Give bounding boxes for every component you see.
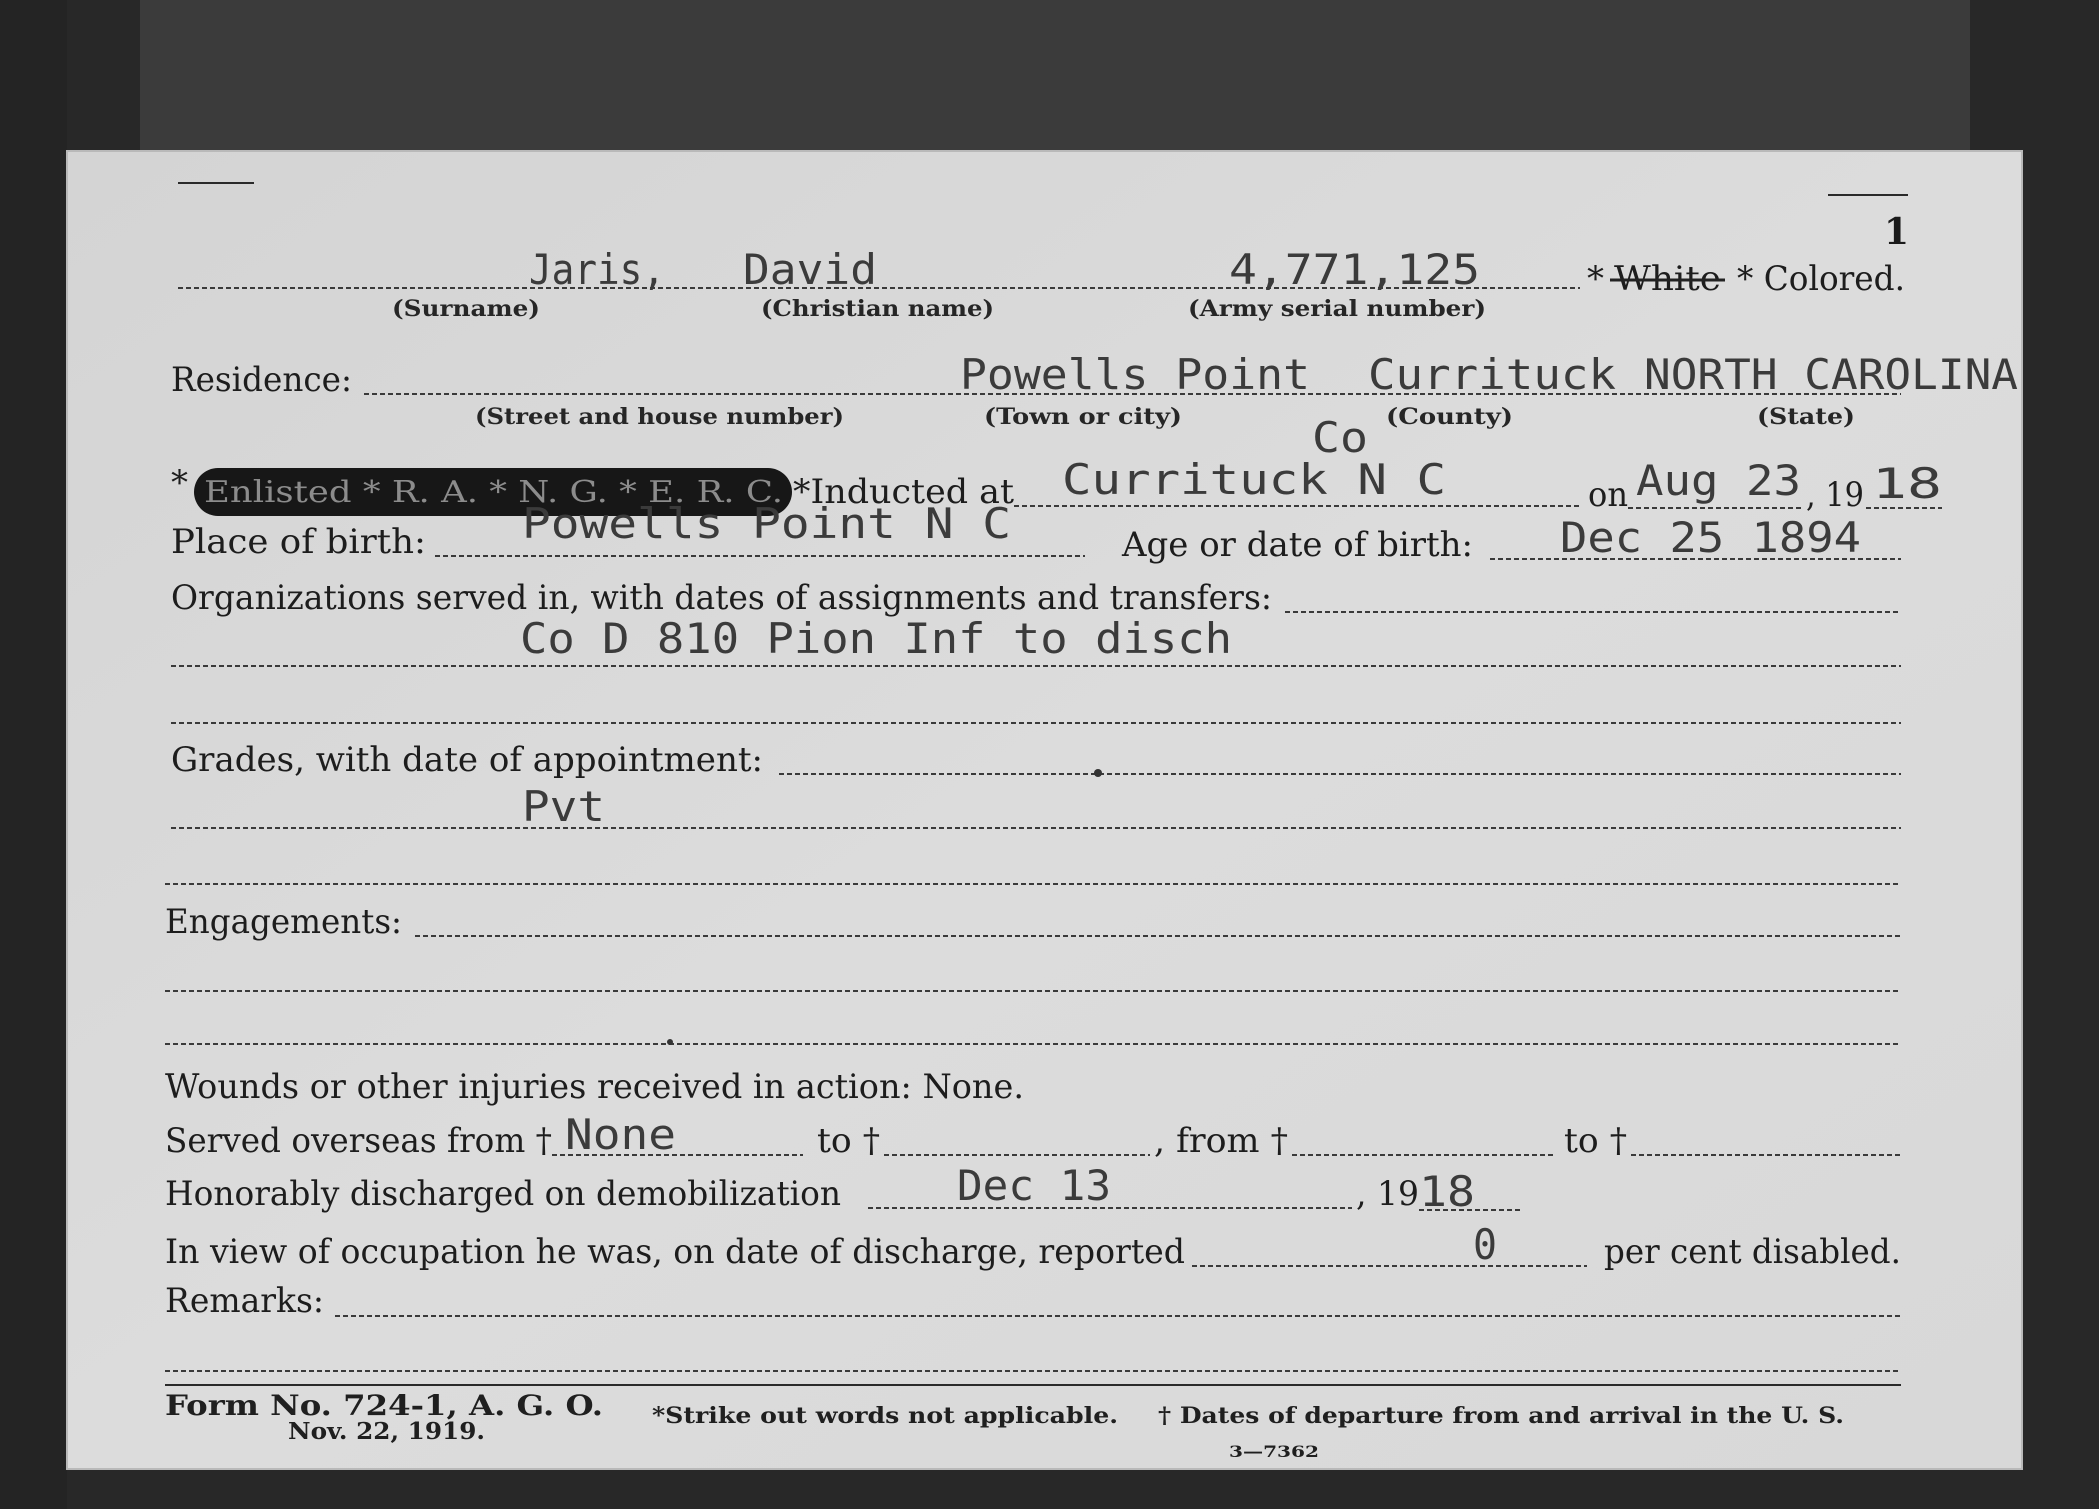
discharge-year-prefix: , 19: [1356, 1174, 1419, 1214]
residence-state-value: NORTH CAROLINA: [1644, 350, 2018, 399]
town-label: (Town or city): [984, 404, 1182, 430]
birth-place-label: Place of birth:: [171, 522, 426, 562]
race-colored-option: * Colored.: [1737, 259, 1905, 299]
race-white-option: White: [1614, 259, 1721, 299]
county-note-value: Co: [1312, 413, 1368, 462]
induction-marker: *: [171, 463, 188, 503]
disability-suffix: per cent disabled.: [1604, 1232, 1901, 1272]
surname-label: (Surname): [392, 296, 540, 322]
residence-town-value: Powells Point: [960, 350, 1310, 399]
asterisk-footnote: *Strike out words not applicable.: [652, 1403, 1118, 1429]
induction-place-value: Currituck N C: [1062, 455, 1446, 504]
grade-entry: Pvt: [522, 782, 605, 831]
print-code: 3—7362: [1229, 1442, 1319, 1461]
induction-date-value: Aug 23: [1636, 456, 1801, 505]
overseas-second-from-label: , from †: [1154, 1121, 1288, 1161]
scan-top-band: [140, 0, 1970, 150]
discharge-date-value: Dec 13: [957, 1161, 1111, 1210]
white-marker: *: [1587, 259, 1604, 299]
ink-dot: [1094, 769, 1102, 777]
wounds-statement: Wounds or other injuries received in action: None.: [165, 1067, 1024, 1107]
dagger-footnote: † Dates of departure from and arrival in the U. S.: [1158, 1403, 1844, 1429]
county-label: (County): [1386, 404, 1513, 430]
christian-name-label: (Christian name): [761, 296, 994, 322]
organization-entry: Co D 810 Pion Inf to disch: [520, 614, 1232, 663]
induction-year-value: 18: [1872, 459, 1942, 508]
birth-date-label: Age or date of birth:: [1121, 525, 1473, 565]
card-number: 1: [1884, 211, 1910, 253]
grades-label: Grades, with date of appointment:: [171, 740, 763, 780]
engagements-label: Engagements:: [165, 902, 402, 942]
overseas-from-label: Served overseas from †: [165, 1121, 552, 1161]
disability-percent-value: 0: [1473, 1220, 1497, 1269]
serial-number-value: 4,771,125: [1229, 245, 1480, 294]
state-label: (State): [1757, 404, 1855, 430]
street-label: (Street and house number): [475, 404, 844, 430]
discharge-label: Honorably discharged on demobilization: [165, 1174, 841, 1214]
residence-county-value: Currituck: [1368, 350, 1616, 399]
scan-left-band: [0, 0, 67, 1509]
surname-value: Jaris,: [529, 245, 665, 294]
form-date: Nov. 22, 1919.: [288, 1418, 485, 1445]
overseas-from-value: None: [565, 1110, 676, 1159]
discharge-year-value: 18: [1419, 1167, 1475, 1216]
organizations-label: Organizations served in, with dates of assignments and transfers:: [171, 578, 1272, 618]
form-number: Form No. 724-1, A. G. O.: [165, 1389, 603, 1422]
christian-name-value: David: [743, 245, 877, 294]
induction-year-prefix: , 19: [1806, 475, 1864, 515]
inducted-at-label: *Inducted at: [793, 472, 1015, 512]
overseas-to-label: to †: [817, 1121, 880, 1161]
struck-enlistment-options: Enlisted * R. A. * N. G. * E. R. C.: [204, 475, 783, 510]
on-label: on: [1588, 475, 1628, 515]
birth-place-value: Powells Point N C: [522, 499, 1011, 548]
residence-label: Residence:: [171, 360, 352, 400]
overseas-second-to-label: to †: [1564, 1121, 1627, 1161]
ink-dot: [667, 1039, 673, 1045]
serial-number-label: (Army serial number): [1188, 296, 1486, 322]
remarks-label: Remarks:: [165, 1281, 324, 1321]
birth-date-value: Dec 25 1894: [1560, 513, 1861, 562]
disability-label: In view of occupation he was, on date of discharge, reported: [165, 1232, 1185, 1272]
